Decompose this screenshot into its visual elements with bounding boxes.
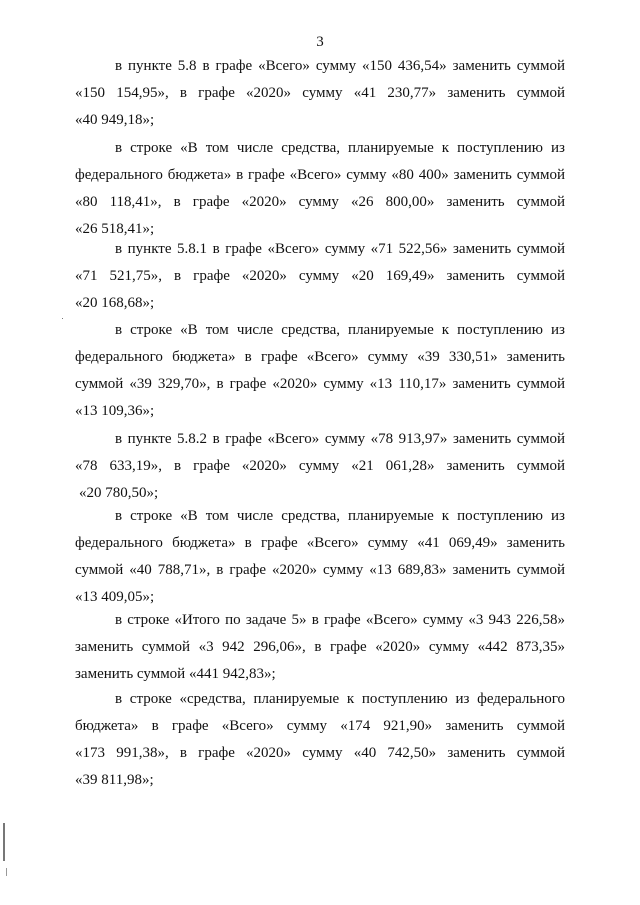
paragraph-line: заменить суммой «3 942 296,06», в графе «2020» сумму «442 873,35» [75, 639, 565, 655]
paragraph-line: федерального бюджета» в графе «Всего» сумму «80 400» заменить суммой [75, 167, 565, 183]
paragraph-line: «20 168,68»; [75, 295, 155, 311]
paragraph-item-5-8-1 [75, 236, 565, 317]
paragraph-line: «20 780,50»; [79, 485, 159, 501]
page-number: 3 [316, 34, 324, 50]
paragraph-federal-budget-5-8-1 [75, 317, 565, 425]
paragraph-item-5-8 [75, 53, 565, 134]
paragraph-line: в строке «В том числе средства, планируемые к поступлению из [115, 508, 565, 524]
paragraph-line: «13 409,05»; [75, 589, 155, 605]
paragraph-line: в пункте 5.8.2 в графе «Всего» сумму «78 913,97» заменить суммой [115, 431, 565, 447]
scan-edge-mark [3, 823, 5, 861]
paragraph-line: суммой «40 788,71», в графе «2020» сумму «13 689,83» заменить суммой [75, 562, 565, 578]
paragraph-line: бюджета» в графе «Всего» сумму «174 921,90» заменить суммой [75, 718, 565, 734]
paragraph-line: в строке «В том числе средства, планируемые к поступлению из [115, 322, 565, 338]
paragraph-line: «39 811,98»; [75, 772, 154, 788]
paragraph-line: «13 109,36»; [75, 403, 155, 419]
paragraph-line: в строке «В том числе средства, планируемые к поступлению из [115, 140, 565, 156]
paragraph-line: федерального бюджета» в графе «Всего» сумму «41 069,49» заменить [75, 535, 565, 551]
paragraph-line: в пункте 5.8 в графе «Всего» сумму «150 436,54» заменить суммой [115, 58, 565, 74]
paragraph-line: в пункте 5.8.1 в графе «Всего» сумму «71 522,56» заменить суммой [115, 241, 565, 257]
scan-dot [62, 318, 63, 319]
paragraph-line: суммой «39 329,70», в графе «2020» сумму «13 110,17» заменить суммой [75, 376, 565, 392]
scan-dust-mark [6, 868, 7, 876]
paragraph-line: «40 949,18»; [75, 112, 155, 128]
paragraph-federal-budget-5-8 [75, 135, 565, 243]
paragraph-line: федерального бюджета» в графе «Всего» сумму «39 330,51» заменить [75, 349, 565, 365]
paragraph-federal-budget-5-8-2 [75, 503, 565, 611]
paragraph-line: «150 154,95», в графе «2020» сумму «41 230,77» заменить суммой [75, 85, 565, 101]
paragraph-item-5-8-2 [75, 426, 565, 507]
paragraph-line: в строке «средства, планируемые к поступлению из федерального [115, 691, 565, 707]
paragraph-federal-budget-total [75, 686, 565, 794]
paragraph-total-task-5 [75, 607, 565, 688]
paragraph-line: «173 991,38», в графе «2020» сумму «40 742,50» заменить суммой [75, 745, 565, 761]
paragraph-line: заменить суммой «441 942,83»; [75, 666, 276, 682]
paragraph-line: «78 633,19», в графе «2020» сумму «21 061,28» заменить суммой [75, 458, 565, 474]
paragraph-line: «71 521,75», в графе «2020» сумму «20 169,49» заменить суммой [75, 268, 565, 284]
paragraph-line: «26 518,41»; [75, 221, 155, 237]
paragraph-line: в строке «Итого по задаче 5» в графе «Всего» сумму «3 943 226,58» [115, 612, 565, 628]
paragraph-line: «80 118,41», в графе «2020» сумму «26 800,00» заменить суммой [75, 194, 565, 210]
